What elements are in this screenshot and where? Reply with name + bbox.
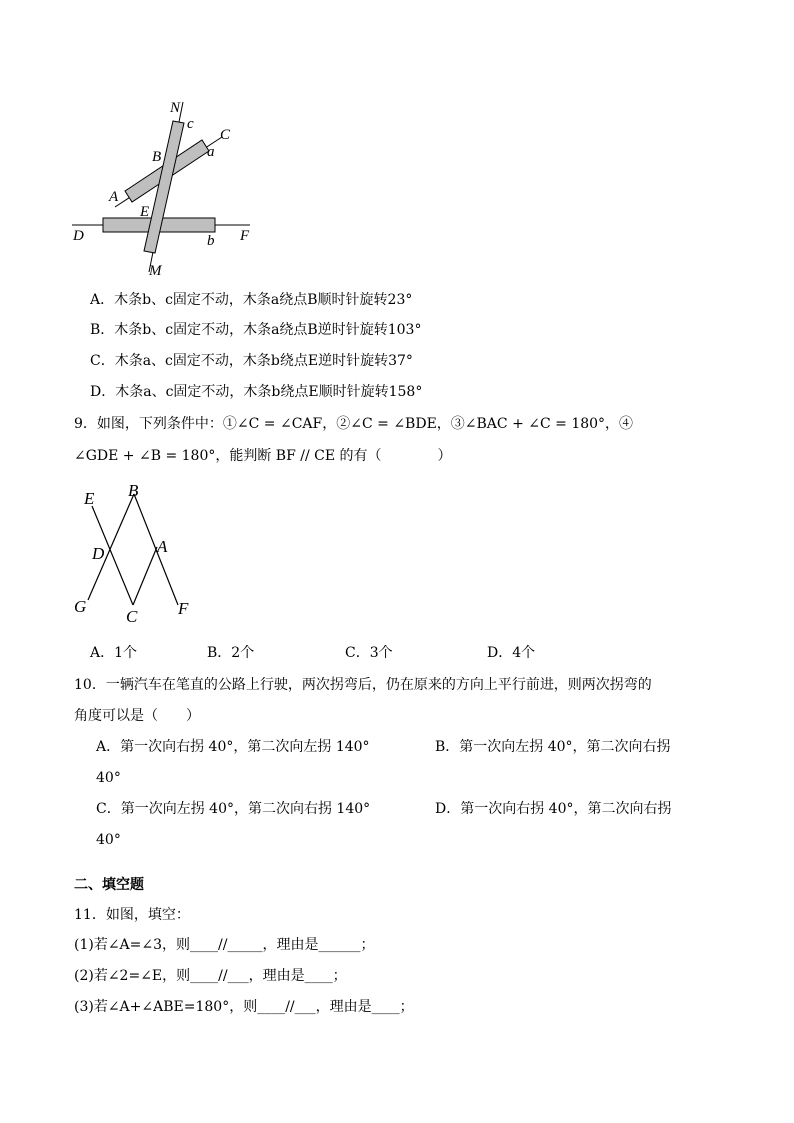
q10-option-b-cont: 40° [96,770,121,786]
label-c: C [126,607,138,626]
q10-option-d: D．第一次向右拐 40°，第二次向右拐 [435,801,672,817]
q8-option-a: A．木条b、c固定不动，木条a绕点B顺时针旋转23° [90,292,413,308]
label-e: E [140,204,150,220]
label-d: D [73,228,84,244]
q11-item-1: (1)若∠A=∠3，则____//_____，理由是______； [74,937,375,953]
q9-option-d: D．4个 [487,645,536,661]
q9-figure [70,478,200,628]
label-d: D [92,544,105,563]
q10-stem-line2: 角度可以是（ ） [74,708,200,724]
label-f: F [240,228,250,244]
q10-stem-line1: 10．一辆汽车在笔直的公路上行驶，两次拐弯后，仍在原来的方向上平行前进，则两次拐弯的 [74,677,652,693]
q8-option-b: B．木条b、c固定不动，木条a绕点B逆时针旋转103° [90,322,422,338]
label-b: B [128,481,139,500]
q9-stem-line1: 9．如图，下列条件中：①∠C = ∠CAF，②∠C = ∠BDE，③∠BAC + ∠C = 180°，④ [74,416,634,432]
section-title-fill-in: 二、填空题 [74,877,144,893]
label-b-lower: b [207,233,215,249]
label-b-upper: B [152,149,162,165]
q10-option-a: A．第一次向右拐 40°，第二次向左拐 140° [96,739,370,755]
label-a-upper: A [109,189,119,205]
label-c-lower: c [187,116,194,132]
label-f: F [178,599,189,618]
q9-option-a: A．1个 [90,645,138,661]
q9-option-b: B．2个 [207,645,255,661]
q11-stem: 11．如图，填空： [74,907,190,923]
q8-option-c: C．木条a、c固定不动，木条b绕点E逆时针旋转37° [90,353,413,369]
label-g: G [74,597,87,616]
q9-stem-line2: ∠GDE + ∠B = 180°，能判断 BF // CE 的有（ ） [74,448,452,464]
q8-option-d: D．木条a、c固定不动，木条b绕点E顺时针旋转158° [90,384,423,400]
q11-item-2: (2)若∠2=∠E，则____//___，理由是____； [74,968,347,984]
label-c-upper: C [220,127,231,143]
line-c-a [133,547,157,605]
q10-option-d-cont: 40° [96,832,121,848]
label-a-lower: a [207,144,215,160]
q10-option-b: B．第一次向左拐 40°，第二次向右拐 [435,739,671,755]
q10-option-c: C．第一次向左拐 40°，第二次向右拐 140° [96,801,371,817]
wooden-strips-figure [60,95,260,285]
label-m: M [149,263,162,279]
q11-item-3: (3)若∠A+∠ABE=180°，则____//___，理由是____； [74,999,414,1015]
label-n: N [170,100,181,116]
label-e: E [84,489,95,508]
q9-option-c: C．3个 [345,645,393,661]
label-a: A [157,537,168,556]
